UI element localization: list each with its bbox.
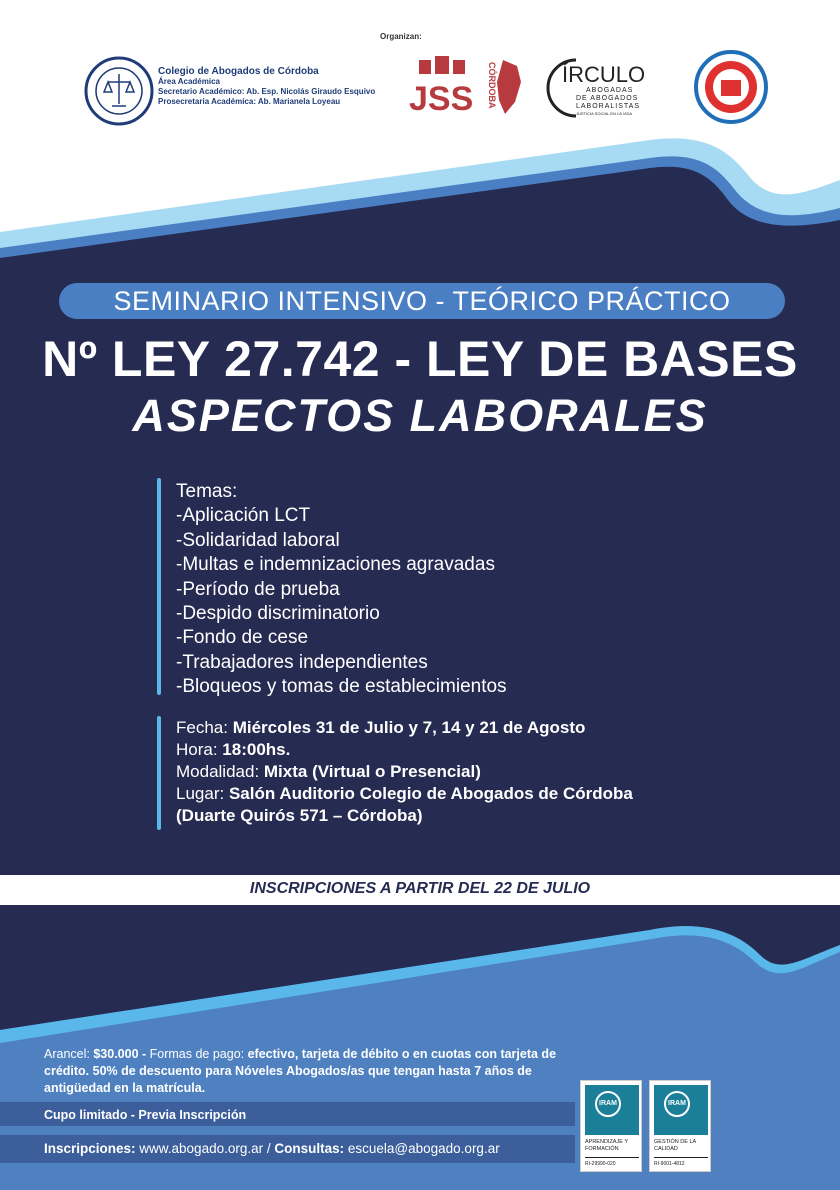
arancel-text: [44, 1046, 584, 1097]
main-title: Nº LEY 27.742 - LEY DE BASES: [42, 331, 798, 387]
svg-text:LABORALISTAS: LABORALISTAS: [576, 103, 641, 110]
temas-list: [176, 480, 507, 700]
circulo-abogados-laboralistas-logo: [546, 54, 674, 122]
modalidad-row: [176, 761, 633, 783]
list-item: -Fondo de cese: [176, 627, 309, 649]
list-item: -Aplicación LCT: [176, 505, 311, 527]
svg-text:JSS: JSS: [409, 80, 474, 118]
formas-value: efectivo, tarjeta de débito o en cuotas con tarjeta de crédito. 50% de descuento para Nóveles Abogados/as que tengan hasta 7 años de antigüedad en la matrícula.: [44, 1047, 557, 1095]
sub-title: ASPECTOS LABORALES: [132, 390, 708, 441]
iram-code: RI-29990-020: [585, 1161, 616, 1167]
colegio-prosecretaria: Prosecretaria Académica: Ab. Marianela Loyeau: [158, 97, 341, 106]
temas-heading: Temas:: [176, 481, 238, 502]
jss-cordoba-logo: [405, 52, 525, 120]
contacto-text: [44, 1141, 500, 1156]
seminar-type-pill: SEMINARIO INTENSIVO - TEÓRICO PRÁCTICO: [59, 283, 785, 319]
lugar-address: (Duarte Quirós 571 – Córdoba): [176, 806, 423, 825]
iram-certificate-aprendizaje: [580, 1080, 642, 1172]
svg-text:ABOGADAS: ABOGADAS: [586, 87, 634, 94]
inscripciones-link[interactable]: www.abogado.org.ar /: [139, 1141, 275, 1156]
organizan-label: Organizan:: [380, 32, 422, 41]
cupo-text: Cupo limitado - Previa Inscripción: [44, 1108, 247, 1122]
list-item: -Bloqueos y tomas de establecimientos: [176, 676, 507, 698]
lugar-label: Lugar:: [176, 784, 229, 803]
list-item: -Solidaridad laboral: [176, 529, 340, 551]
asociacion-seal-logo: [694, 50, 768, 124]
colegio-abogados-info: [158, 67, 375, 107]
svg-text:DE ABOGADOS: DE ABOGADOS: [576, 95, 639, 102]
inscripciones-label: Inscripciones:: [44, 1141, 140, 1156]
lugar-address-row: [176, 805, 633, 827]
fecha-label: Fecha:: [176, 718, 233, 737]
inscripciones-banner: INSCRIPCIONES A PARTIR DEL 22 DE JULIO: [249, 880, 591, 897]
list-item: -Multas e indemnizaciones agravadas: [176, 554, 495, 576]
colegio-area: Área Académica: [158, 77, 220, 86]
iram-certificate-calidad: [649, 1080, 711, 1172]
iram-text: GESTIÓN DE LA CALIDAD: [654, 1139, 696, 1152]
iram-mark: IRAM: [595, 1091, 621, 1117]
colegio-title: Colegio de Abogados de Córdoba: [158, 66, 319, 77]
svg-text:JUSTICIA SOCIAL EN LA VIDA: JUSTICIA SOCIAL EN LA VIDA: [576, 111, 633, 116]
formas-label: Formas de pago:: [149, 1047, 248, 1061]
modalidad-value: Mixta (Virtual o Presencial): [263, 762, 481, 781]
hora-label: Hora:: [176, 740, 223, 759]
lugar-row: [176, 783, 633, 805]
hora-value: 18:00hs.: [222, 740, 291, 759]
consultas-label: Consultas:: [274, 1141, 348, 1156]
arancel-value: $30.000 -: [93, 1047, 150, 1061]
fecha-value: Miércoles 31 de Julio y 7, 14 y 21 de Agosto: [232, 718, 586, 737]
fecha-row: [176, 717, 633, 739]
arancel-label: Arancel:: [44, 1047, 94, 1061]
iram-mark: IRAM: [664, 1091, 690, 1117]
consultas-email-link[interactable]: escuela@abogado.org.ar: [347, 1141, 500, 1156]
hora-row: [176, 739, 633, 761]
lugar-value: Salón Auditorio Colegio de Abogados de Córdoba: [228, 784, 633, 803]
svg-text:ÍRCULO: ÍRCULO: [562, 62, 646, 87]
colegio-secretario: Secretario Académico: Ab. Esp. Nicolás Giraudo Esquivo: [158, 87, 376, 96]
svg-text:CÓRDOBA: CÓRDOBA: [487, 62, 497, 109]
temas-accent-bar: [157, 478, 161, 695]
event-info: [176, 717, 633, 827]
list-item: -Trabajadores independientes: [176, 651, 428, 673]
iram-divider: [654, 1157, 708, 1158]
iram-text: APRENDIZAJE Y FORMACIÓN: [585, 1139, 628, 1152]
iram-code: RI-9001-4812: [654, 1161, 685, 1167]
info-accent-bar: [157, 716, 161, 830]
iram-divider: [585, 1157, 639, 1158]
list-item: -Período de prueba: [176, 578, 340, 600]
list-item: -Despido discriminatorio: [176, 603, 380, 625]
colegio-abogados-seal-logo: [84, 56, 154, 126]
modalidad-label: Modalidad:: [176, 762, 264, 781]
